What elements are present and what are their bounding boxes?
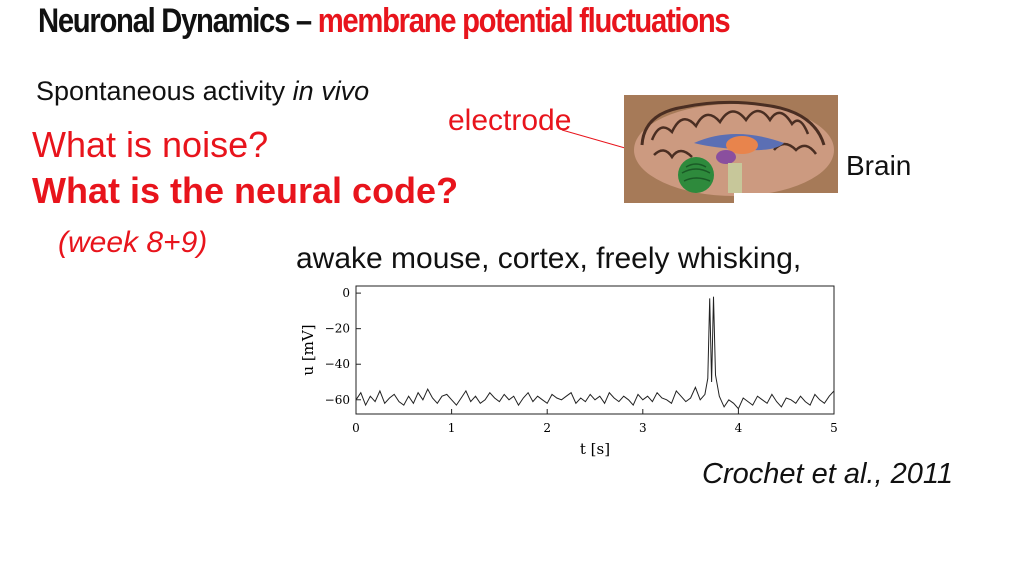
y-axis-label: u [mV] [299, 324, 317, 376]
x-tick-label: 0 [352, 421, 360, 435]
y-tick-label: −60 [324, 392, 350, 407]
spontaneous-activity-text [36, 76, 369, 107]
spont-italic: in vivo [292, 76, 370, 106]
x-tick-label: 2 [543, 421, 552, 435]
question-noise: What is noise? [32, 124, 269, 165]
y-tick-label: −20 [324, 321, 350, 336]
slide-title [38, 2, 729, 41]
membrane-potential-chart [286, 282, 846, 462]
x-tick-label: 5 [830, 421, 838, 435]
citation: Crochet et al., 2011 [702, 458, 953, 490]
title-part-1: Neuronal Dynamics – [38, 2, 318, 40]
y-tick-label: −40 [324, 357, 350, 372]
membrane-potential-trace [356, 297, 834, 409]
x-tick-label: 1 [447, 421, 456, 435]
chart-plot-frame [356, 286, 834, 414]
recording-description: awake mouse, cortex, freely whisking, [296, 242, 802, 275]
electrode-label: electrode [448, 104, 572, 137]
x-tick-label: 3 [638, 421, 647, 435]
brain-illustration [624, 95, 838, 203]
week-reference: (week 8+9) [58, 226, 208, 259]
y-tick-label: 0 [342, 286, 350, 301]
title-part-2: membrane potential fluctuations [317, 2, 730, 40]
question-neural-code: What is the neural code? [32, 170, 459, 211]
x-tick-label: 4 [734, 421, 743, 435]
brain-label: Brain [846, 150, 912, 181]
spont-text: Spontaneous activity [36, 76, 293, 106]
x-axis-label: t [s] [579, 440, 611, 458]
